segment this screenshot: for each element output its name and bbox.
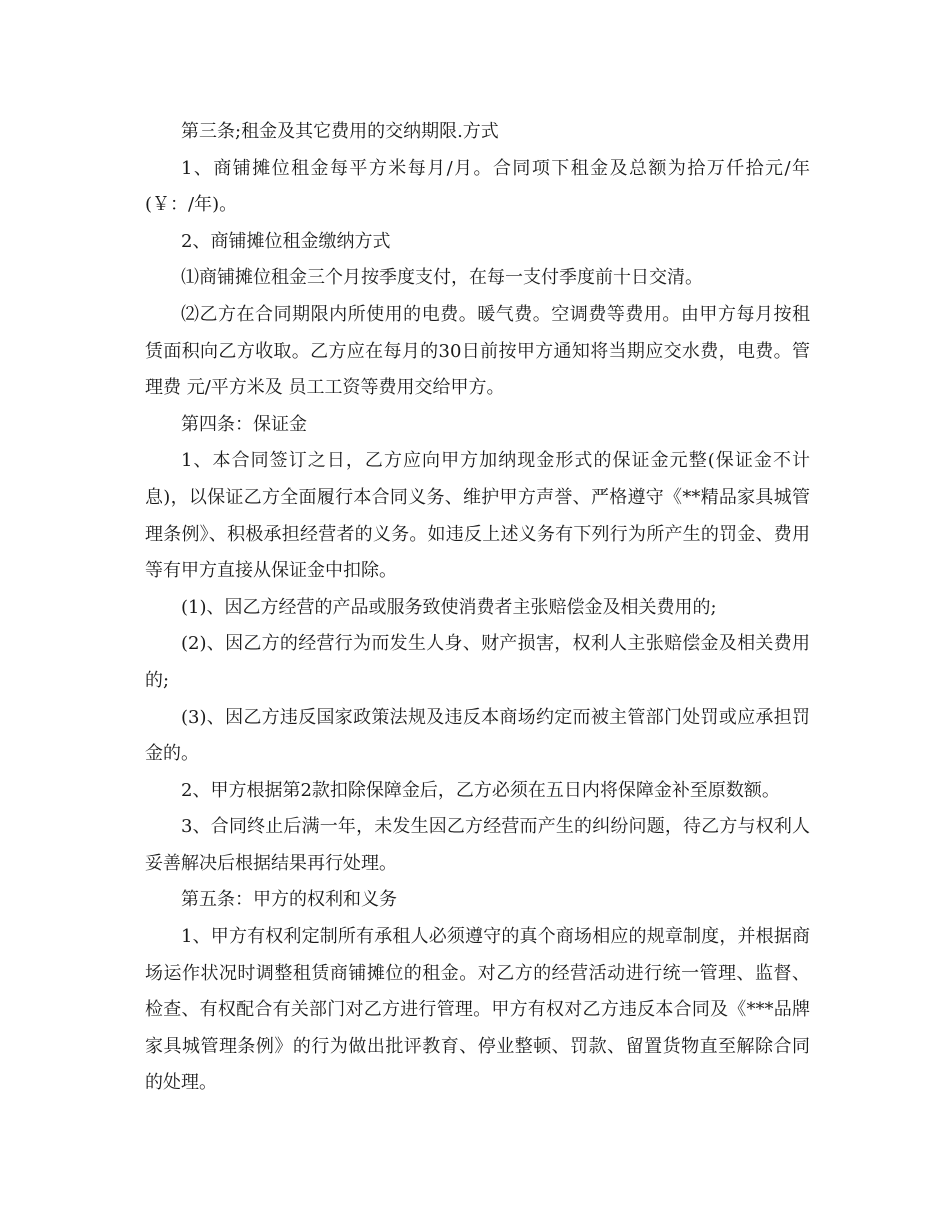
paragraph: 1、甲方有权利定制所有承租人必须遵守的真个商场相应的规章制度，并根据商场运作状况时调整租赁商铺摊位的租金。对乙方的经营活动进行统一管理、监督、检查、有权配合有关部门对乙方进行管理。甲方有权对乙方违反本合同及《***品牌家具城管理条例》的行为做出批评教育、停业整顿、罚款、留置货物直至解除合同的处理。 [145,926,810,1094]
paragraph: ⑴商铺摊位租金三个月按季度支付，在每一支付季度前十日交清。 [181,267,703,289]
paragraph: ⑵乙方在合同期限内所使用的电费。暖气费。空调费等费用。由甲方每月按租赁面积向乙方收取。乙方应在每月的30日前按甲方通知将当期应交水费，电费。管理费 元/平方米及 员工工资等费用交给甲方。 [145,303,810,399]
paragraph: (3)、因乙方违反国家政策法规及违反本商场约定而被主管部门处罚或应承担罚金的。 [145,706,810,765]
article-4-heading: 第四条：保证金 [181,413,307,435]
document-body [145,114,810,1102]
paragraph: 2、甲方根据第2款扣除保障金后，乙方必须在五日内将保障金补至原数额。 [181,779,780,801]
paragraph: 1、商铺摊位租金每平方米每月/月。合同项下租金及总额为拾万仟拾元/年(￥：/年)。 [145,157,810,216]
article-3-heading: 第三条;租金及其它费用的交纳期限.方式 [181,121,499,142]
article-5-heading: 第五条：甲方的权利和义务 [181,889,397,911]
paragraph: 1、本合同签订之日，乙方应向甲方加纳现金形式的保证金元整(保证金不计息)，以保证乙方全面履行本合同义务、维护甲方声誉、严格遵守《**精品家具城管理条例》、积极承担经营者的义务。如违反上述义务有下列行为所产生的罚金、费用等有甲方直接从保证金中扣除。 [145,450,810,582]
paragraph: 2、商铺摊位租金缴纳方式 [181,230,391,252]
paragraph: (1)、因乙方经营的产品或服务致使消费者主张赔偿金及相关费用的; [181,596,717,618]
paragraph: 3、合同终止后满一年，未发生因乙方经营而产生的纠纷问题，待乙方与权利人妥善解决后根据结果再行处理。 [145,816,810,874]
paragraph: (2)、因乙方的经营行为而发生人身、财产损害，权利人主张赔偿金及相关费用的; [145,633,810,691]
